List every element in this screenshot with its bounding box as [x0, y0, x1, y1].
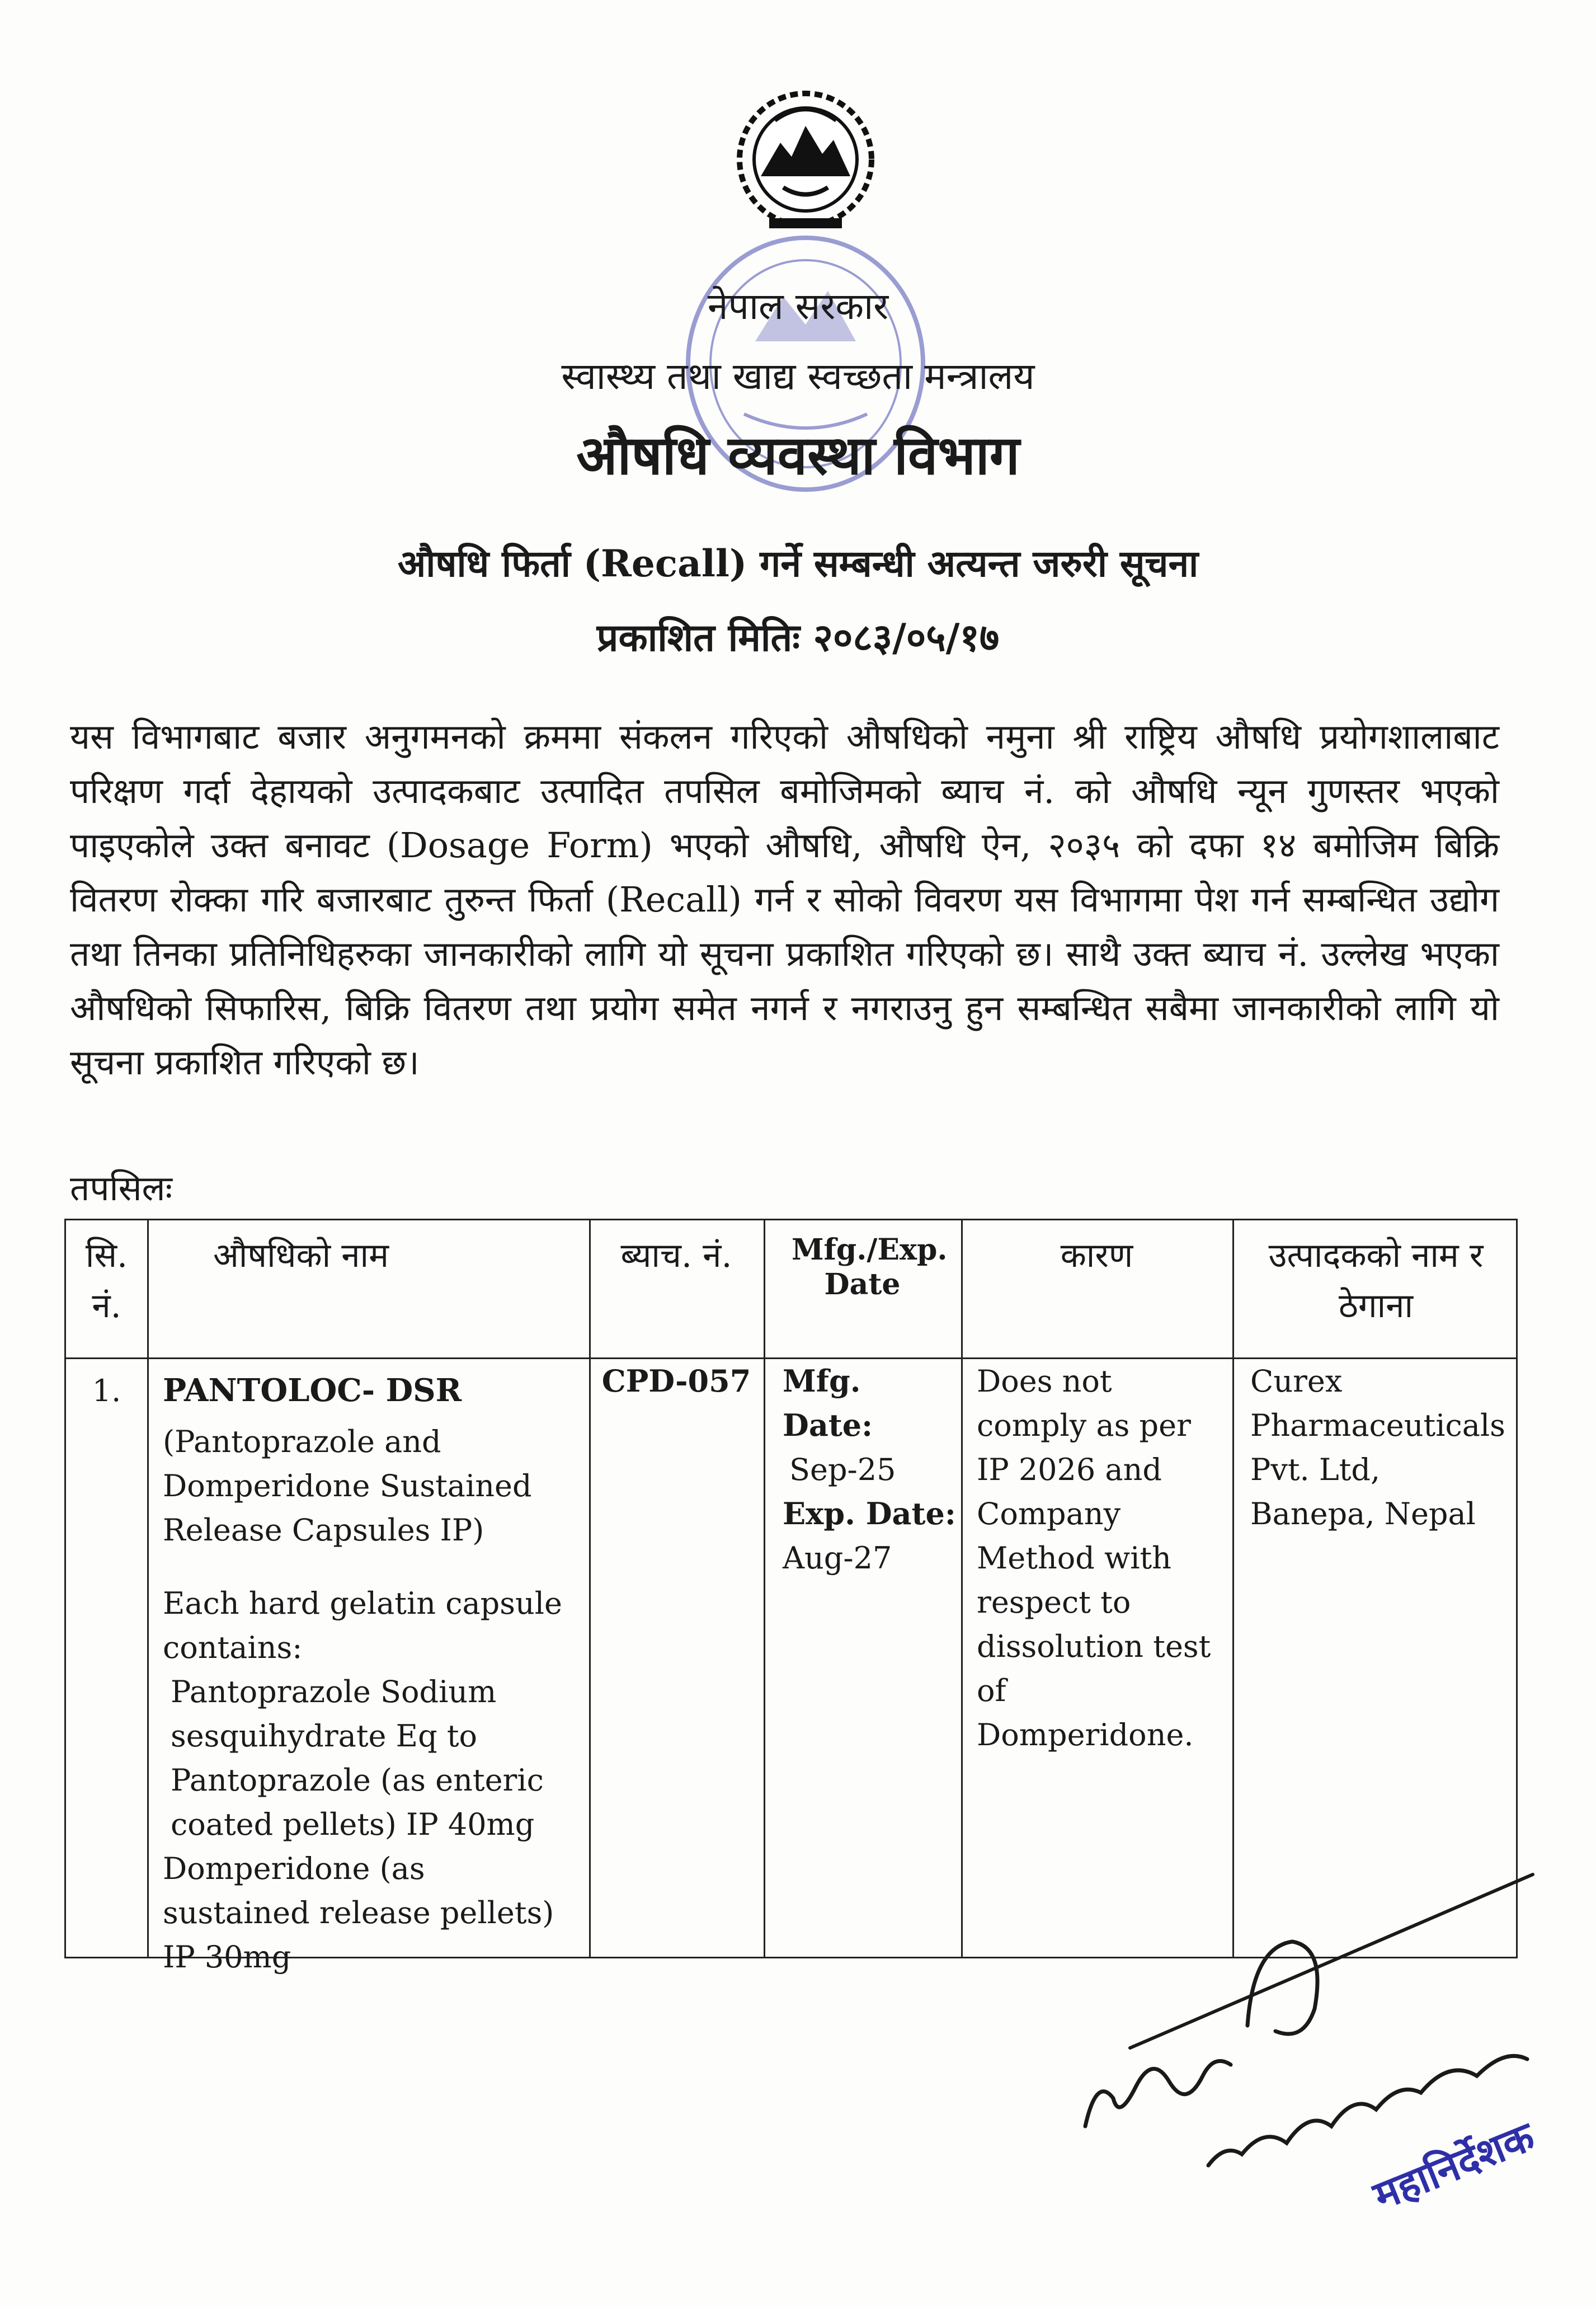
published-date: प्रकाशित मितिः २०८३/०५/१७: [596, 615, 1000, 660]
header-medicine-name: औषधिको नाम: [213, 1236, 389, 1275]
header-batch-no: ब्याच. नं.: [620, 1236, 732, 1275]
cell-batch-no: CPD-057: [601, 1363, 751, 1399]
product-description: (Pantoprazole and Domperidone Sustained Release Capsules IP): [163, 1424, 532, 1548]
ministry-name: स्वास्थ्य तथा खाद्य स्वच्छता मन्त्रालय: [561, 355, 1035, 398]
cell-reason: Does not comply as per IP 2026 and Company Method with respect to dissolution test of Domperidone.: [977, 1364, 1211, 1752]
composition-intro: Each hard gelatin capsule contains:: [163, 1586, 562, 1665]
header-serial: सि. नं.: [85, 1236, 128, 1326]
cell-medicine-name: [147, 1369, 589, 1979]
details-label: तपसिलः: [70, 1168, 173, 1209]
cell-manufacturer: Curex Pharmaceuticals Pvt. Ltd, Banepa, Nepal: [1250, 1364, 1505, 1531]
signatory-title: महानिर्देशक: [1367, 2112, 1541, 2220]
composition-domperidone: Domperidone (as sustained release pellets) IP 30mg: [163, 1851, 554, 1975]
header-reason: कारण: [1060, 1236, 1133, 1275]
notice-subject: औषधि फिर्ता (Recall) गर्ने सम्बन्धी अत्यन्त जरुरी सूचना: [397, 542, 1199, 585]
mfg-date-label: Mfg. Date:: [783, 1363, 873, 1443]
table-divider: [589, 1220, 591, 1957]
header-manufacturer: उत्पादकको नाम र ठेगाना: [1268, 1236, 1484, 1326]
cell-mfg-exp-date: [764, 1359, 961, 1580]
cell-serial: 1.: [92, 1373, 121, 1408]
government-name: नेपाल सरकार: [707, 285, 889, 328]
notice-paragraph: यस विभागबाट बजार अनुगमनको क्रममा संकलन गरिएको औषधिको नमुना श्री राष्ट्रिय औषधि प्रयोगशालाबाट परिक्षण गर्दा देहायको उत्पादकबाट उत्पादित तपसिल बमोजिमको ब्याच नं. को औषधि न्यून गुणस्तर भएको पाइएकोले उक्त बनावट (Dosage Form) भएको औषधि, औषधि ऐन, २०३५ को दफा १४ बमोजिम बिक्रि वितरण रोक्का गरि बजारबाट तुरुन्त फिर्ता (Recall) गर्न र सोको विवरण यस विभागमा पेश गर्न सम्बन्धित उद्योग तथा तिनका प्रतिनिधिहरुका जानकारीको लागि यो सूचना प्रकाशित गरिएको छ। साथै उक्त ब्याच नं. उल्लेख भएका औषधिको सिफारिस, बिक्रि वितरण तथा प्रयोग समेत नगर्न र नगराउनु हुन सम्बन्धित सबैमा जानकारीको लागि यो सूचना प्रकाशित गरिएको छ।: [70, 716, 1499, 1083]
header-mfg-exp-date: Mfg./Exp. Date: [792, 1233, 948, 1301]
exp-date-value: Aug-27: [783, 1540, 892, 1576]
department-name: औषधि व्यवस्था विभाग: [576, 424, 1020, 487]
exp-date-label: Exp. Date:: [783, 1496, 956, 1531]
recall-table: [64, 1219, 1518, 1975]
product-name: PANTOLOC- DSR: [163, 1372, 462, 1409]
composition-pantoprazole: Pantoprazole Sodium sesquihydrate Eq to Pantoprazole (as enteric coated pellets) IP 40mg: [171, 1674, 544, 1842]
table-divider: [764, 1220, 765, 1957]
nepal-government-emblem: [722, 81, 889, 241]
mfg-date-value: Sep-25: [789, 1452, 896, 1487]
